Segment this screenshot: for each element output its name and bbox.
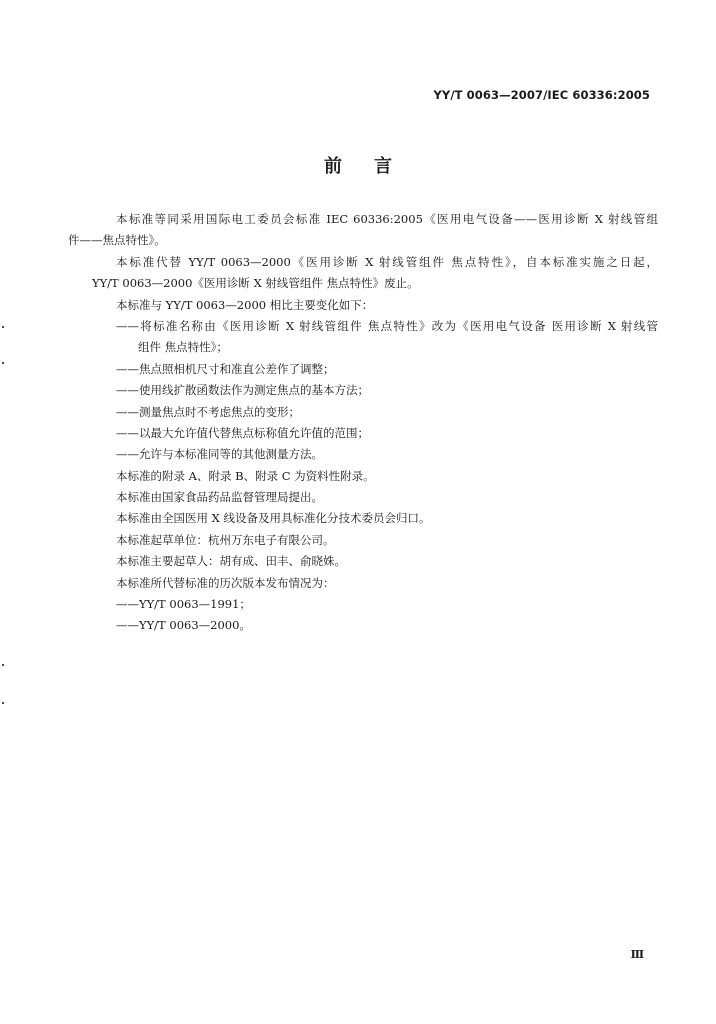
list-item: ——YY/T 0063—2000。 bbox=[116, 618, 251, 633]
paragraph-line: 本标准主要起草人：胡有成、田丰、俞晓姝。 bbox=[116, 554, 346, 569]
scan-mark bbox=[2, 702, 4, 704]
page-title: 前言 bbox=[324, 156, 424, 177]
paragraph-line: 件——焦点特性》。 bbox=[68, 233, 166, 248]
paragraph-line: 本标准的附录 A、附录 B、附录 C 为资料性附录。 bbox=[116, 468, 375, 483]
list-item: ——以最大允许值代替焦点标称值允许值的范围； bbox=[116, 425, 369, 440]
paragraph-line: 本标准由国家食品药品监督管理局提出。 bbox=[116, 490, 323, 505]
list-item: ——使用线扩散函数法作为测定焦点的基本方法； bbox=[116, 383, 369, 398]
paragraph-line: 本标准起草单位：杭州万东电子有限公司。 bbox=[116, 532, 335, 547]
list-item: ——将标准名称由《医用诊断 X 射线管组件 焦点特性》改为《医用电气设备 医用诊断 X 射线管 bbox=[116, 318, 658, 333]
paragraph-line: 本标准与 YY/T 0063—2000 相比主要变化如下： bbox=[116, 297, 374, 312]
paragraph-line: 本标准等同采用国际电工委员会标准 IEC 60336:2005《医用电气设备——医用诊断 X 射线管组 bbox=[116, 212, 658, 226]
scan-mark bbox=[2, 326, 4, 328]
paragraph-line: 本标准所代替标准的历次版本发布情况为： bbox=[116, 575, 335, 590]
page-number: Ⅲ bbox=[630, 948, 644, 961]
list-item: ——YY/T 0063—1991； bbox=[116, 597, 251, 612]
scan-mark bbox=[2, 362, 4, 364]
list-item-continuation: 组件 焦点特性》； bbox=[138, 340, 228, 355]
preface-body bbox=[68, 209, 658, 637]
list-item: ——焦点照相机尺寸和准直公差作了调整； bbox=[116, 361, 335, 376]
standard-number: YY/T 0063—2007/IEC 60336:2005 bbox=[433, 88, 650, 102]
list-item: ——测量焦点时不考虑焦点的变形； bbox=[116, 404, 300, 419]
paragraph-line: 本标准代替 YY/T 0063—2000《医用诊断 X 射线管组件 焦点特性》，自本标准实施之日起， bbox=[116, 254, 658, 269]
paragraph-line: 本标准由全国医用 X 线设备及用具标准化分技术委员会归口。 bbox=[116, 511, 431, 526]
list-item: ——允许与本标准同等的其他测量方法。 bbox=[116, 447, 323, 462]
paragraph-line: YY/T 0063—2000《医用诊断 X 射线管组件 焦点特性》废止。 bbox=[92, 276, 419, 291]
scan-mark bbox=[2, 664, 4, 666]
